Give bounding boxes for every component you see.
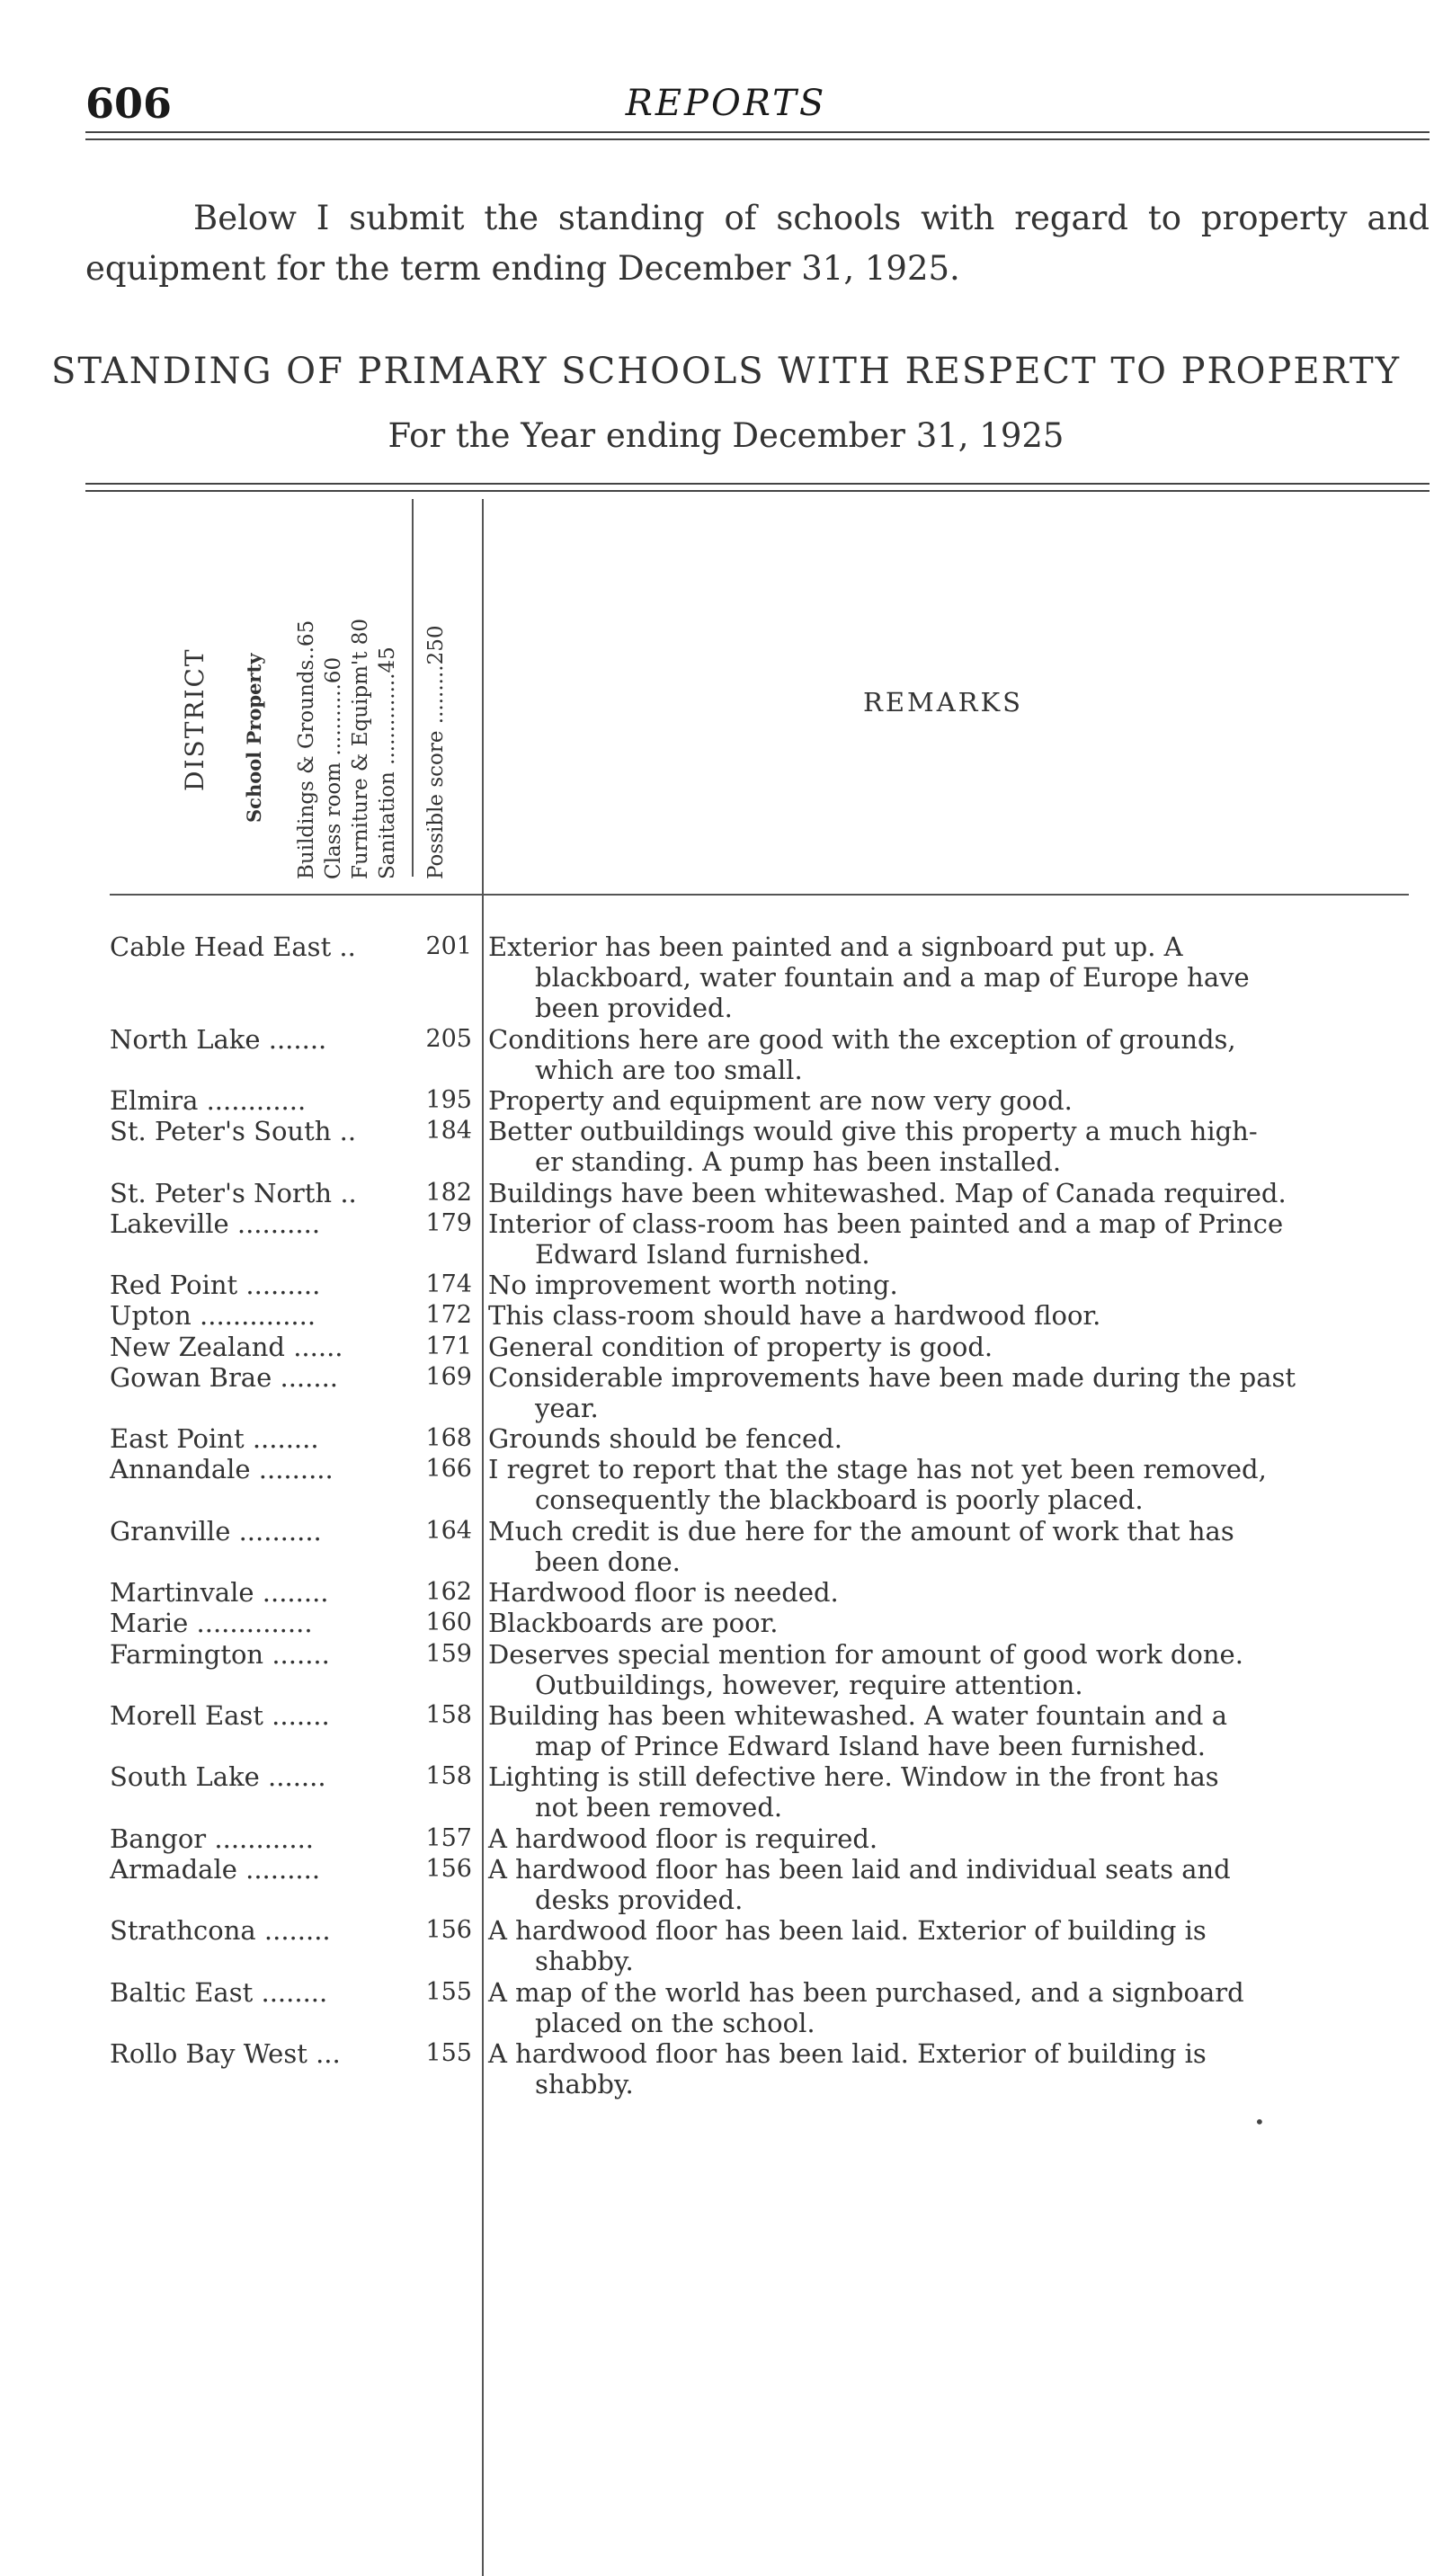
remark-line: Exterior has been painted and a signboard put up. A — [488, 931, 1183, 962]
remark-line: I regret to report that the stage has not yet been removed, — [488, 1454, 1267, 1485]
remark-text — [488, 1270, 1389, 1300]
remark-line: A map of the world has been purchased, and a signboard — [488, 1976, 1244, 2008]
district-score: 155 — [409, 2038, 472, 2069]
intro-paragraph: Below I submit the standing of schools with regard to property and equipment for the term ending December 31, 1925. — [85, 199, 1430, 288]
remark-continuation-line: year. — [535, 1392, 599, 1423]
remark-text — [488, 2038, 1389, 2099]
district-score: 169 — [409, 1362, 472, 1393]
remark-text — [488, 1454, 1389, 1515]
remark-line: A hardwood floor is required. — [488, 1823, 878, 1854]
remark-continuation-line: blackboard, water fountain and a map of Europe have — [535, 962, 1250, 993]
district-score: 159 — [409, 1639, 472, 1670]
district-score: 160 — [409, 1608, 472, 1638]
running-title: REPORTS — [625, 83, 827, 124]
remark-line: A hardwood floor has been laid. Exterior of building is — [488, 1915, 1207, 1947]
district-name: Armadale ......... — [110, 1854, 321, 1885]
district-score: 162 — [409, 1577, 472, 1608]
remark-continuation-line: consequently the blackboard is poorly placed. — [535, 1484, 1144, 1516]
remark-text — [488, 1178, 1389, 1208]
remark-text — [488, 1085, 1389, 1116]
furniture-equipment-header: Furniture & Equipm't 80 — [349, 618, 372, 879]
remark-line: Conditions here are good with the exception of grounds, — [488, 1023, 1236, 1055]
stray-mark: • — [1254, 2111, 1265, 2133]
remark-text — [488, 1362, 1389, 1423]
header-rule — [85, 131, 1430, 140]
remark-continuation-line: shabby. — [535, 1946, 634, 1977]
remark-line: Blackboards are poor. — [488, 1608, 779, 1639]
remark-text — [488, 1700, 1389, 1761]
remark-text — [488, 931, 1389, 1023]
school-property-header: School Property — [243, 653, 265, 823]
remark-line: No improvement worth noting. — [488, 1270, 898, 1301]
remark-text — [488, 1854, 1389, 1915]
page-number: 606 — [85, 79, 173, 128]
header-bottom-rule — [110, 894, 1409, 896]
district-score: 179 — [409, 1208, 472, 1239]
district-score: 157 — [409, 1823, 472, 1854]
remark-continuation-line: been provided. — [535, 993, 733, 1023]
district-name: South Lake ....... — [110, 1761, 326, 1793]
remark-text — [488, 1761, 1389, 1823]
district-score: 172 — [409, 1300, 472, 1331]
district-name: Upton .............. — [110, 1300, 316, 1332]
remark-text — [488, 1116, 1389, 1177]
remark-line: Deserves special mention for amount of good work done. — [488, 1638, 1243, 1670]
district-name: Morell East ....... — [110, 1700, 330, 1731]
district-name: Annandale ......... — [110, 1454, 334, 1485]
district-score: 184 — [409, 1116, 472, 1146]
remark-text — [488, 1639, 1389, 1700]
district-name: Gowan Brae ....... — [110, 1361, 339, 1393]
remark-line: Lighting is still defective here. Window in the front has — [488, 1761, 1219, 1793]
district-score: 156 — [409, 1854, 472, 1885]
remark-continuation-line: been done. — [535, 1546, 681, 1577]
remark-continuation-line: placed on the school. — [535, 2007, 815, 2038]
remark-text — [488, 1024, 1389, 1085]
remark-line: Buildings have been whitewashed. Map of Canada required. — [488, 1177, 1287, 1208]
district-name: Strathcona ........ — [110, 1915, 331, 1947]
remark-continuation-line: Edward Island furnished. — [535, 1238, 870, 1270]
remark-text — [488, 1977, 1389, 2038]
possible-score-header: Possible score .........250 — [424, 625, 448, 879]
district-score: 182 — [409, 1178, 472, 1208]
remark-continuation-line: not been removed. — [535, 1792, 783, 1823]
remarks-header: REMARKS — [863, 687, 1024, 718]
district-name: Farmington ....... — [110, 1638, 330, 1670]
district-name: New Zealand ...... — [110, 1331, 343, 1362]
district-name: North Lake ....... — [110, 1023, 327, 1055]
remark-continuation-line: Outbuildings, however, require attention. — [535, 1669, 1083, 1700]
remark-line: This class-room should have a hardwood floor. — [488, 1300, 1101, 1332]
district-score: 164 — [409, 1516, 472, 1546]
district-score: 195 — [409, 1085, 472, 1116]
remark-continuation-line: er standing. A pump has been installed. — [535, 1146, 1062, 1178]
district-name: Elmira ............ — [110, 1085, 307, 1116]
remark-line: Grounds should be fenced. — [488, 1423, 842, 1455]
district-name: East Point ........ — [110, 1423, 319, 1455]
remark-text — [488, 1608, 1389, 1638]
remark-continuation-line: map of Prince Edward Island have been furnished. — [535, 1731, 1207, 1761]
district-score: 168 — [409, 1423, 472, 1454]
remark-text — [488, 1823, 1389, 1854]
district-name: St. Peter's South .. — [110, 1116, 357, 1147]
remark-text — [488, 1423, 1389, 1454]
remark-line: Building has been whitewashed. A water fountain and a — [488, 1700, 1227, 1731]
district-score: 155 — [409, 1977, 472, 2008]
district-score: 201 — [409, 931, 472, 962]
district-name: St. Peter's North .. — [110, 1177, 357, 1208]
district-name: Granville .......... — [110, 1515, 322, 1546]
district-score: 166 — [409, 1454, 472, 1484]
remark-line: Better outbuildings would give this property a much high- — [488, 1116, 1258, 1147]
district-name: Lakeville .......... — [110, 1208, 321, 1239]
district-header: DISTRICT — [180, 647, 209, 791]
district-name: Rollo Bay West ... — [110, 2038, 341, 2070]
sanitation-header: Sanitation ..............45 — [376, 646, 399, 879]
remark-line: Property and equipment are now very good. — [488, 1085, 1073, 1116]
class-room-header: Class room ...........60 — [322, 656, 345, 879]
district-name: Red Point ......... — [110, 1270, 321, 1301]
district-score: 156 — [409, 1915, 472, 1946]
remark-text — [488, 1915, 1389, 1976]
district-score: 158 — [409, 1700, 472, 1731]
score-column-divider — [412, 499, 414, 877]
remark-continuation-line: shabby. — [535, 2069, 634, 2100]
district-score: 158 — [409, 1761, 472, 1792]
district-name: Martinvale ........ — [110, 1577, 329, 1609]
buildings-grounds-header: Buildings & Grounds..65 — [295, 619, 318, 879]
remark-line: A hardwood floor has been laid and individual seats and — [488, 1854, 1231, 1885]
remark-line: Much credit is due here for the amount of work that has — [488, 1515, 1234, 1546]
remark-line: A hardwood floor has been laid. Exterior of building is — [488, 2038, 1207, 2070]
remark-line: Interior of class-room has been painted and a map of Prince — [488, 1208, 1284, 1239]
remark-line: General condition of property is good. — [488, 1331, 993, 1362]
district-score: 205 — [409, 1024, 472, 1055]
remark-text — [488, 1516, 1389, 1577]
remark-line: Hardwood floor is needed. — [488, 1577, 839, 1609]
district-score: 171 — [409, 1332, 472, 1362]
table-top-rule — [85, 483, 1430, 492]
table-title: STANDING OF PRIMARY SCHOOLS WITH RESPECT TO PROPERTY — [50, 351, 1402, 392]
district-name: Baltic East ........ — [110, 1976, 328, 2008]
remark-text — [488, 1208, 1389, 1270]
district-score: 174 — [409, 1270, 472, 1300]
district-name: Marie .............. — [110, 1608, 313, 1639]
table-subtitle: For the Year ending December 31, 1925 — [387, 416, 1065, 455]
district-name: Bangor ............ — [110, 1823, 315, 1854]
remark-text — [488, 1577, 1389, 1608]
district-name: Cable Head East .. — [110, 931, 356, 962]
remarks-column-divider — [482, 499, 484, 2576]
remark-line: Considerable improvements have been made during the past — [488, 1361, 1296, 1393]
remark-text — [488, 1332, 1389, 1362]
remark-text — [488, 1300, 1389, 1331]
remark-continuation-line: which are too small. — [535, 1054, 803, 1085]
remark-continuation-line: desks provided. — [535, 1885, 744, 1915]
